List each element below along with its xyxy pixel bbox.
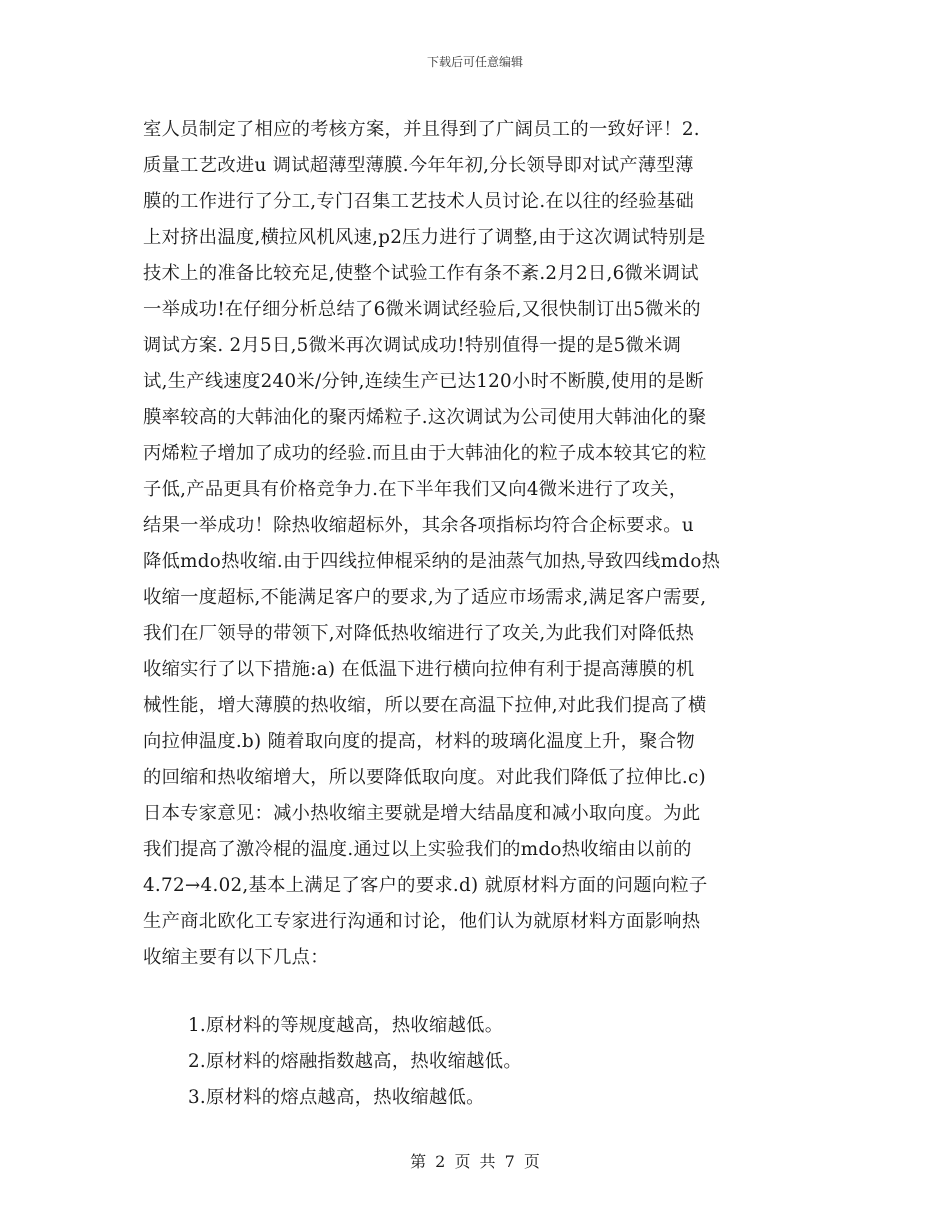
text-line: 一举成功!在仔细分析总结了6微米调试经验后,又很快制订出5微米的 — [143, 299, 701, 320]
list-item: 2.原材料的熔融指数越高，热收缩越低。 — [188, 1051, 522, 1072]
list-item: 3.原材料的熔点越高，热收缩越低。 — [188, 1087, 485, 1108]
text-line: 生产商北欧化工专家进行沟通和讨论，他们认为就原材料方面影响热 — [143, 911, 701, 932]
body-text — [143, 112, 823, 976]
text-line: 膜的工作进行了分工,专门召集工艺技术人员讨论.在以往的经验基础 — [143, 191, 695, 212]
page-number-footer: 第 2 页 共 7 页 — [410, 1152, 540, 1171]
list-item: 1.原材料的等规度越高，热收缩越低。 — [188, 1015, 504, 1036]
text-line: 日本专家意见：减小热收缩主要就是增大结晶度和减小取向度。为此 — [143, 803, 701, 824]
text-line: 收缩实行了以下措施:a) 在低温下进行横向拉伸有利于提高薄膜的机 — [143, 659, 695, 680]
text-line: 调试方案. 2月5日,5微米再次调试成功!特别值得一提的是5微米调 — [143, 335, 682, 356]
text-line: 室人员制定了相应的考核方案，并且得到了广阔员工的一致好评！2. — [143, 119, 700, 140]
text-line: 我们在厂领导的带领下,对降低热收缩进行了攻关,为此我们对降低热 — [143, 623, 695, 644]
text-line: 我们提高了激冷棍的温度.通过以上实验我们的mdo热收缩由以前的 — [143, 839, 692, 860]
text-line: 质量工艺改进u 调试超薄型薄膜.今年年初,分长领导即对试产薄型薄 — [143, 155, 694, 176]
text-line: 4.72→4.02,基本上满足了客户的要求.d) 就原材料方面的问题向粒子 — [143, 875, 708, 896]
text-line: 械性能，增大薄膜的热收缩，所以要在高温下拉伸,对此我们提高了横 — [143, 695, 707, 716]
text-line: 的回缩和热收缩增大，所以要降低取向度。对此我们降低了拉伸比.c) — [143, 767, 706, 788]
text-line: 降低mdo热收缩.由于四线拉伸棍采纳的是油蒸气加热,导致四线mdo热 — [143, 551, 721, 572]
text-line: 试,生产线速度240米/分钟,连续生产已达120小时不断膜,使用的是断 — [143, 371, 704, 392]
text-line: 丙烯粒子增加了成功的经验.而且由于大韩油化的粒子成本较其它的粒 — [143, 443, 707, 464]
text-line: 收缩主要有以下几点： — [143, 947, 329, 968]
text-line: 向拉伸温度.b) 随着取向度的提高，材料的玻璃化温度上升，聚合物 — [143, 731, 695, 752]
text-line: 上对挤出温度,横拉风机风速,p2压力进行了调整,由于这次调试特别是 — [143, 227, 706, 248]
text-line: 技术上的准备比较充足,使整个试验工作有条不紊.2月2日,6微米调试 — [143, 263, 699, 284]
text-line: 收缩一度超标,不能满足客户的要求,为了适应市场需求,满足客户需要, — [143, 587, 707, 608]
text-line: 膜率较高的大韩油化的聚丙烯粒子.这次调试为公司使用大韩油化的聚 — [143, 407, 707, 428]
numbered-list — [188, 1008, 828, 1116]
text-line: 结果一举成功！除热收缩超标外，其余各项指标均符合企标要求。u — [143, 515, 694, 536]
page-header-note: 下载后可任意编辑 — [426, 55, 523, 69]
text-line: 子低,产品更具有价格竞争力.在下半年我们又向4微米进行了攻关， — [143, 479, 688, 500]
